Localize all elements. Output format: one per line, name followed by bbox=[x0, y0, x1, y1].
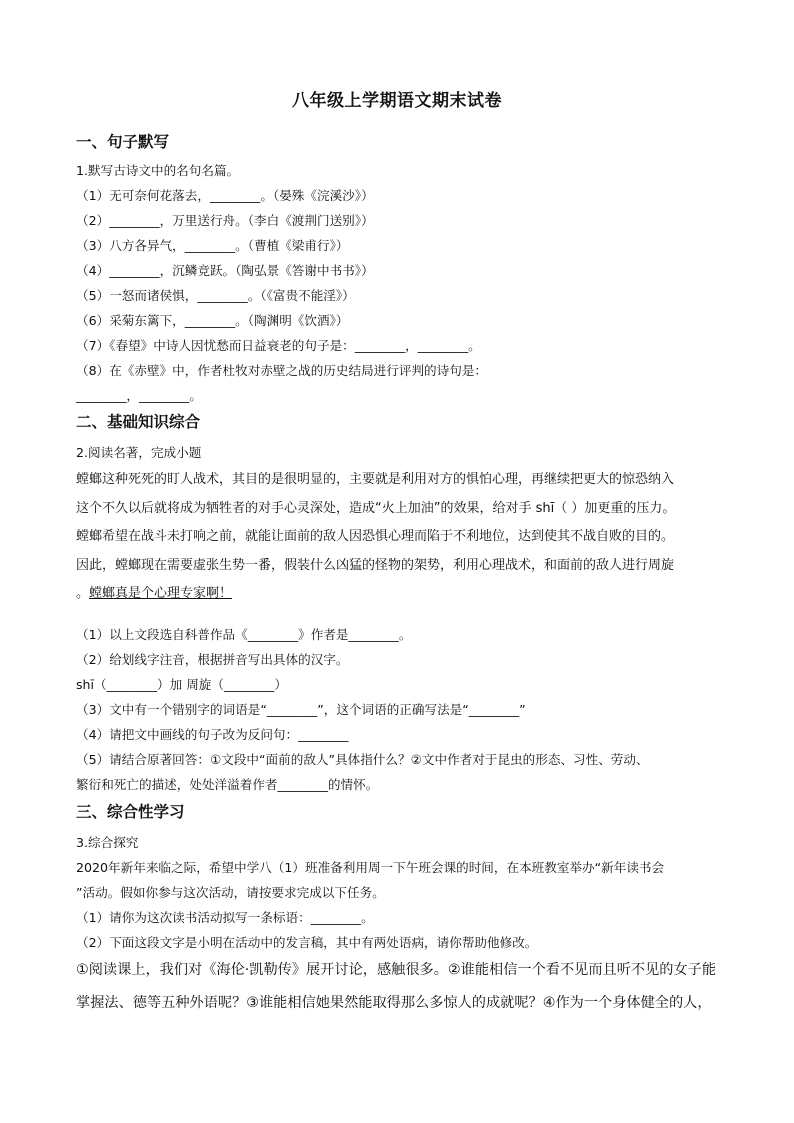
reading-passage bbox=[76, 466, 722, 609]
question-3-item: （1）请你为这次读书活动拟写一条标语：________。 bbox=[76, 910, 374, 925]
passage-line: 螳螂这种死死的盯人战术，其目的是很明显的，主要就是利用对方的惧怕心理，再继续把更大的惊恐纳入 bbox=[76, 472, 675, 487]
question-2-item: （2）给划线字注音，根据拼音写出具体的汉字。 bbox=[76, 652, 349, 667]
question-2-item: （5）请结合原著回答：①文段中“面前的敌人”具体指什么？②文中作者对于昆虫的形态、习性、劳动、 bbox=[76, 752, 649, 767]
question-1-stem: 1.默写古诗文中的名句名篇。 bbox=[76, 163, 240, 178]
passage-line bbox=[76, 580, 722, 609]
question-2-item: （1）以上文段选自科普作品《________》作者是________。 bbox=[76, 627, 412, 642]
question-1-item: （8）在《赤壁》中，作者杜牧对赤壁之战的历史结局进行评判的诗句是： bbox=[76, 363, 488, 378]
question-3-stem: 3.综合探究 bbox=[76, 835, 139, 850]
question-1-item: （6）采菊东篱下，________。（陶渊明《饮酒》） bbox=[76, 313, 349, 328]
question-2-item: （3）文中有一个错别字的词语是“________”，这个词语的正确写法是“________” bbox=[76, 702, 526, 717]
section-heading-3: 三、综合性学习 bbox=[76, 803, 185, 821]
passage-line: 因此，螳螂现在需要虚张生势一番，假装什么凶猛的怪物的架势，利用心理战术，和面前的敌人进行周旋 bbox=[76, 557, 675, 573]
speech-line: ①阅读课上，我们对《海伦·凯勒传》展开讨论，感触很多。②谁能相信一个看不见而且听不见的女子能 bbox=[76, 962, 717, 978]
page-title: 八年级上学期语文期末试卷 bbox=[292, 91, 502, 111]
question-2-item: shī（________）加 周旋（________） bbox=[76, 677, 287, 692]
speech-line: 掌握法、德等五种外语呢？③谁能相信她果然能取得那么多惊人的成就呢？④作为一个身体健全的人， bbox=[76, 995, 712, 1011]
question-3-intro: 2020年新年来临之际，希望中学八（1）班准备利用周一下午班会课的时间，在本班教室举办“新年读书会 bbox=[76, 860, 665, 875]
question-1-item: （3）八方各异气，________。（曹植《梁甫行》） bbox=[76, 238, 349, 253]
section-heading-2: 二、基础知识综合 bbox=[76, 413, 201, 431]
passage-line: 这个不久以后就将成为牺牲者的对手心灵深处，造成“火上加油”的效果，给对手 shī（ ）加更重的压力。 bbox=[76, 500, 676, 516]
question-1-item: （1）无可奈何花落去，________。（晏殊《浣溪沙》） bbox=[76, 188, 374, 203]
passage-punctuation: 。 bbox=[76, 586, 90, 601]
question-3-item: （2）下面这段文字是小明在活动中的发言稿，其中有两处语病，请你帮助他修改。 bbox=[76, 935, 538, 950]
question-1-item: （5）一怒而诸侯惧，________。（《富贵不能淫》） bbox=[76, 288, 355, 303]
question-2-item: （4）请把文中画线的句子改为反问句：________ bbox=[76, 727, 349, 742]
section-heading-1: 一、句子默写 bbox=[76, 133, 170, 151]
underlined-sentence: 螳螂真是个心理专家啊！ bbox=[89, 586, 233, 601]
question-1-item: （4）________，沉鳞竞跃。（陶弘景《答谢中书书》） bbox=[76, 263, 374, 278]
question-1-item: ________，________。 bbox=[76, 388, 202, 403]
passage-line: 螳螂希望在战斗未打响之前，就能让面前的敌人因恐惧心理而陷于不利地位，达到使其不战自败的目的。 bbox=[76, 529, 675, 544]
question-3-intro: ”活动。假如你参与这次活动，请按要求完成以下任务。 bbox=[76, 885, 385, 900]
question-1-item: （7）《春望》中诗人因忧愁而日益衰老的句子是：________，________。 bbox=[76, 338, 481, 353]
question-1-item: （2）________，万里送行舟。（李白《渡荆门送别》） bbox=[76, 213, 374, 228]
question-2-stem: 2.阅读名著，完成小题 bbox=[76, 445, 202, 460]
question-2-item: 繁衍和死亡的描述，处处洋溢着作者________的情怀。 bbox=[76, 777, 379, 792]
